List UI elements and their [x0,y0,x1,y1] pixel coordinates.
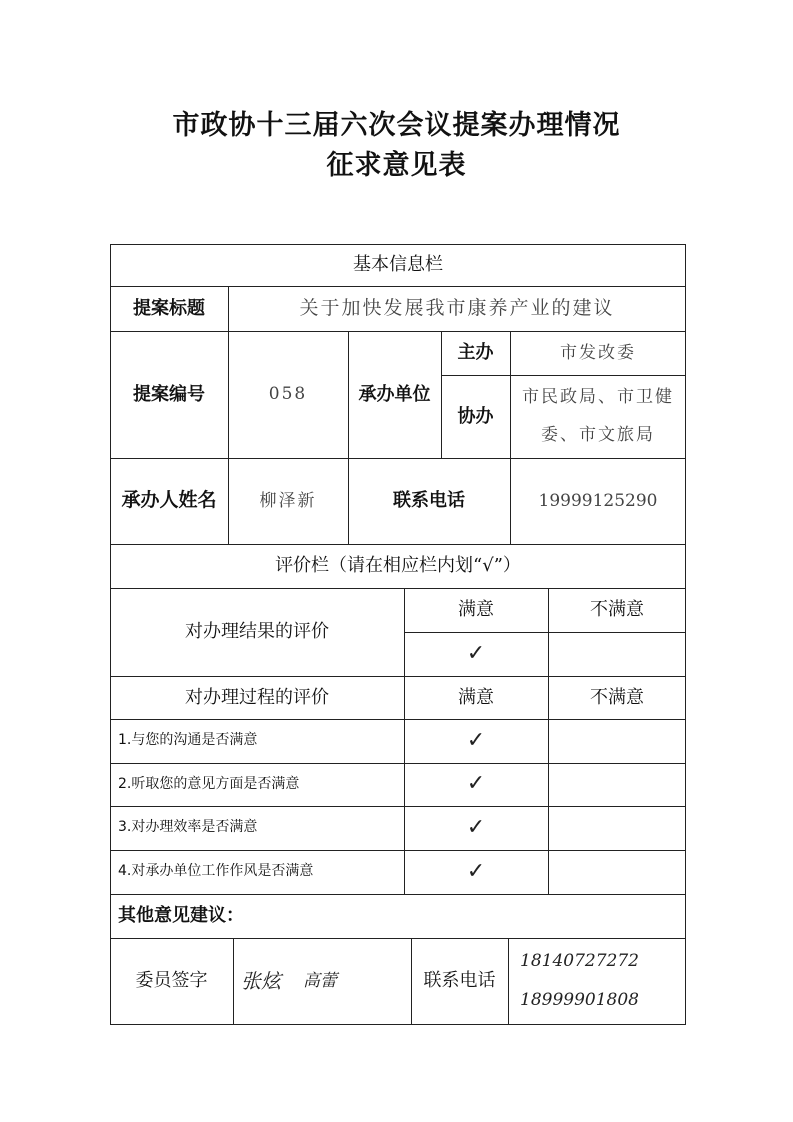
co-unit-label: 协办 [457,405,494,427]
member-phone-1: 18140727272 [520,950,639,971]
result-unsatisfied-header: 不满意 [590,599,644,621]
proposal-number-label: 提案编号 [133,383,205,405]
result-satisfied-check[interactable]: ✓ [466,640,486,666]
process-item-2: 2.听取您的意见方面是否满意 [118,775,300,792]
rule-h [110,1024,686,1025]
process-item-3: 3.对办理效率是否满意 [118,819,258,836]
handler-name-label: 承办人姓名 [121,489,217,512]
result-unsatisfied-box[interactable] [548,632,686,676]
process-item-1: 1.与您的沟通是否满意 [118,732,258,749]
process-evaluation-label: 对办理过程的评价 [185,686,329,708]
document-title-line1: 市政协十三届六次会议提案办理情况 [172,110,621,141]
basic-info-section-label: 基本信息栏 [353,254,443,276]
lead-unit-value: 市发改委 [560,342,636,363]
process-item-2-unsatisfied-box[interactable] [548,763,686,806]
process-item-2-check[interactable]: ✓ [466,771,486,797]
process-item-3-check[interactable]: ✓ [466,814,486,840]
co-unit-value [510,375,686,458]
process-item-1-unsatisfied-box[interactable] [548,719,686,763]
handler-phone-value: 19999125290 [538,490,658,511]
co-unit-line2: 委、市文旅局 [541,424,655,445]
member-phone-label: 联系电话 [423,970,496,992]
member-phone-2: 18999901808 [520,990,639,1010]
evaluation-section-label: 评价栏（请在相应栏内划“√”） [275,555,521,577]
handler-phone-label: 联系电话 [393,490,465,512]
member-signature[interactable] [233,938,411,1024]
handler-name-value: 柳泽新 [259,490,317,511]
process-item-4: 4.对承办单位工作作风是否满意 [118,863,314,880]
result-evaluation-label: 对办理结果的评价 [185,621,329,643]
lead-unit-label: 主办 [457,342,494,364]
co-unit-line1: 市民政局、市卫健 [522,387,674,408]
process-item-1-check[interactable]: ✓ [466,727,486,753]
member-phone-values[interactable] [508,938,686,1024]
process-item-4-unsatisfied-box[interactable] [548,850,686,894]
process-satisfied-header: 满意 [458,686,494,708]
handling-unit-label: 承办单位 [358,383,431,405]
result-satisfied-header: 满意 [458,599,494,621]
other-opinions-label: 其他意见建议： [118,905,244,927]
process-item-4-check[interactable]: ✓ [466,858,486,884]
proposal-title-value: 关于加快发展我市康养产业的建议 [299,296,615,319]
signature-2: 高蕾 [303,970,337,991]
process-unsatisfied-header: 不满意 [590,686,644,708]
proposal-title-label: 提案标题 [133,297,205,319]
member-signature-label: 委员签字 [135,970,208,992]
document-title-line2: 征求意见表 [326,150,467,181]
signature-1: 张炫 [241,968,281,993]
process-item-3-unsatisfied-box[interactable] [548,806,686,850]
proposal-number-value: 058 [268,384,308,405]
